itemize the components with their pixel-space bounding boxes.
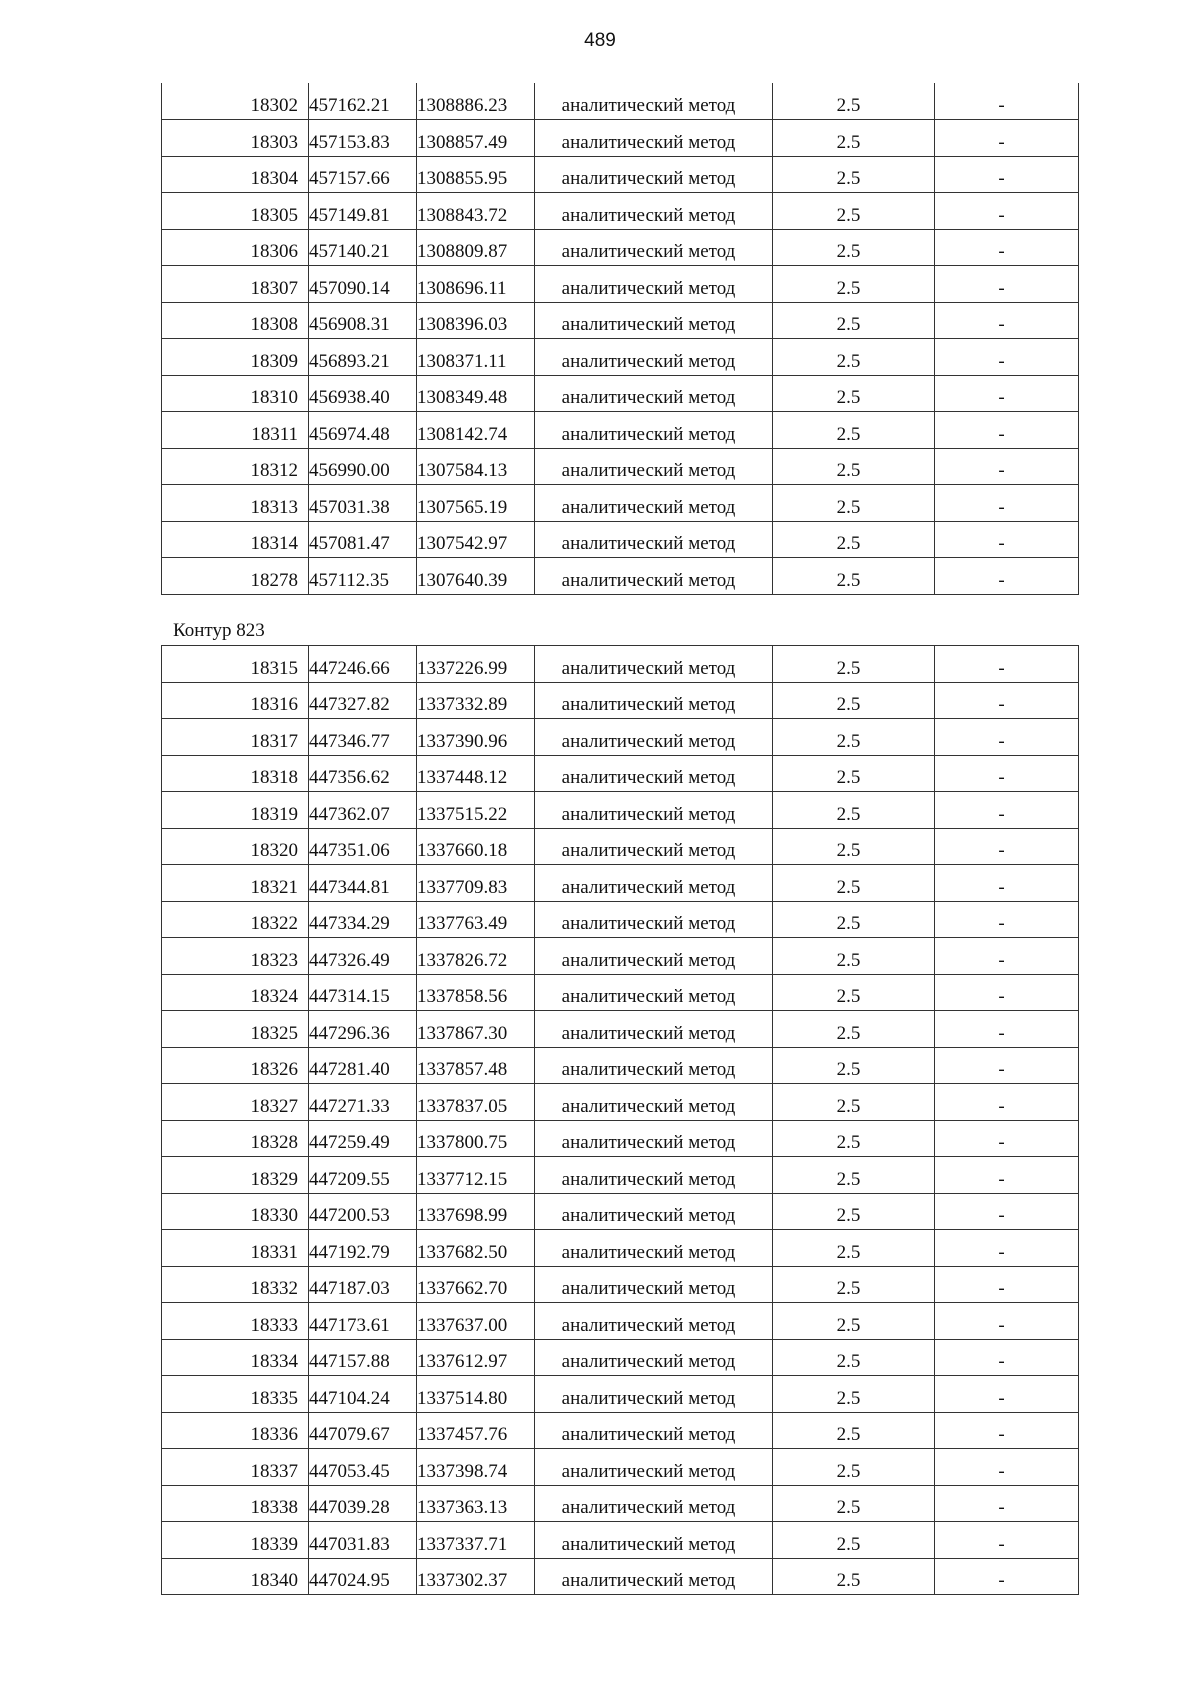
point-number-cell: 18326 (162, 1047, 309, 1084)
point-number-cell: 18334 (162, 1339, 309, 1376)
method-cell: аналитический метод (535, 1230, 773, 1267)
table-row (162, 193, 1079, 230)
table-row (162, 1522, 1079, 1559)
y-coordinate-cell: 1337712.15 (417, 1157, 535, 1194)
description-cell: - (935, 1522, 1079, 1559)
accuracy-cell: 2.5 (773, 1120, 935, 1157)
x-coordinate-cell: 447157.88 (309, 1339, 417, 1376)
accuracy-cell: 2.5 (773, 828, 935, 865)
description-cell: - (935, 1230, 1079, 1267)
point-number-cell: 18332 (162, 1266, 309, 1303)
method-cell: аналитический метод (535, 1193, 773, 1230)
y-coordinate-cell: 1308843.72 (417, 193, 535, 230)
description-cell: - (935, 1157, 1079, 1194)
description-cell: - (935, 719, 1079, 756)
y-coordinate-cell: 1308371.11 (417, 339, 535, 376)
x-coordinate-cell: 447327.82 (309, 682, 417, 719)
x-coordinate-cell: 456990.00 (309, 448, 417, 485)
point-number-cell: 18333 (162, 1303, 309, 1340)
method-cell: аналитический метод (535, 828, 773, 865)
point-number-cell: 18340 (162, 1558, 309, 1595)
description-cell: - (935, 156, 1079, 193)
x-coordinate-cell: 447314.15 (309, 974, 417, 1011)
description-cell: - (935, 1558, 1079, 1595)
method-cell: аналитический метод (535, 375, 773, 412)
x-coordinate-cell: 457112.35 (309, 558, 417, 595)
y-coordinate-cell: 1308349.48 (417, 375, 535, 412)
point-number-cell: 18324 (162, 974, 309, 1011)
method-cell: аналитический метод (535, 412, 773, 449)
x-coordinate-cell: 447200.53 (309, 1193, 417, 1230)
table-row (162, 682, 1079, 719)
accuracy-cell: 2.5 (773, 1230, 935, 1267)
x-coordinate-cell: 456938.40 (309, 375, 417, 412)
x-coordinate-cell: 447031.83 (309, 1522, 417, 1559)
description-cell: - (935, 120, 1079, 157)
accuracy-cell: 2.5 (773, 1303, 935, 1340)
method-cell: аналитический метод (535, 1339, 773, 1376)
description-cell: - (935, 828, 1079, 865)
accuracy-cell: 2.5 (773, 1558, 935, 1595)
point-number-cell: 18323 (162, 938, 309, 975)
description-cell: - (935, 412, 1079, 449)
method-cell: аналитический метод (535, 156, 773, 193)
x-coordinate-cell: 447334.29 (309, 901, 417, 938)
x-coordinate-cell: 457157.66 (309, 156, 417, 193)
table-row (162, 412, 1079, 449)
point-number-cell: 18322 (162, 901, 309, 938)
description-cell: - (935, 974, 1079, 1011)
method-cell: аналитический метод (535, 719, 773, 756)
x-coordinate-cell: 456974.48 (309, 412, 417, 449)
accuracy-cell: 2.5 (773, 755, 935, 792)
y-coordinate-cell: 1307542.97 (417, 521, 535, 558)
method-cell: аналитический метод (535, 193, 773, 230)
description-cell: - (935, 1449, 1079, 1486)
x-coordinate-cell: 447079.67 (309, 1412, 417, 1449)
x-coordinate-cell: 447187.03 (309, 1266, 417, 1303)
point-number-cell: 18312 (162, 448, 309, 485)
method-cell: аналитический метод (535, 1485, 773, 1522)
method-cell: аналитический метод (535, 485, 773, 522)
table-row (162, 558, 1079, 595)
y-coordinate-cell: 1337363.13 (417, 1485, 535, 1522)
x-coordinate-cell: 457140.21 (309, 229, 417, 266)
point-number-cell: 18321 (162, 865, 309, 902)
x-coordinate-cell: 456908.31 (309, 302, 417, 339)
point-number-cell: 18327 (162, 1084, 309, 1121)
x-coordinate-cell: 447192.79 (309, 1230, 417, 1267)
table-row (162, 1376, 1079, 1413)
y-coordinate-cell: 1337857.48 (417, 1047, 535, 1084)
table-row (162, 1084, 1079, 1121)
description-cell: - (935, 1266, 1079, 1303)
y-coordinate-cell: 1337763.49 (417, 901, 535, 938)
x-coordinate-cell: 447351.06 (309, 828, 417, 865)
accuracy-cell: 2.5 (773, 156, 935, 193)
description-cell: - (935, 229, 1079, 266)
y-coordinate-cell: 1337448.12 (417, 755, 535, 792)
method-cell: аналитический метод (535, 266, 773, 303)
table-row (162, 1412, 1079, 1449)
y-coordinate-cell: 1337514.80 (417, 1376, 535, 1413)
method-cell: аналитический метод (535, 1412, 773, 1449)
y-coordinate-cell: 1308855.95 (417, 156, 535, 193)
y-coordinate-cell: 1337398.74 (417, 1449, 535, 1486)
x-coordinate-cell: 447259.49 (309, 1120, 417, 1157)
point-number-cell: 18306 (162, 229, 309, 266)
point-number-cell: 18330 (162, 1193, 309, 1230)
description-cell: - (935, 938, 1079, 975)
accuracy-cell: 2.5 (773, 719, 935, 756)
accuracy-cell: 2.5 (773, 266, 935, 303)
y-coordinate-cell: 1337302.37 (417, 1558, 535, 1595)
accuracy-cell: 2.5 (773, 1011, 935, 1048)
method-cell: аналитический метод (535, 1558, 773, 1595)
contour-label: Контур 823 (173, 620, 265, 641)
x-coordinate-cell: 457149.81 (309, 193, 417, 230)
point-number-cell: 18309 (162, 339, 309, 376)
accuracy-cell: 2.5 (773, 1266, 935, 1303)
accuracy-cell: 2.5 (773, 682, 935, 719)
table-row (162, 1558, 1079, 1595)
method-cell: аналитический метод (535, 1047, 773, 1084)
method-cell: аналитический метод (535, 682, 773, 719)
y-coordinate-cell: 1337800.75 (417, 1120, 535, 1157)
x-coordinate-cell: 457031.38 (309, 485, 417, 522)
accuracy-cell: 2.5 (773, 1339, 935, 1376)
description-cell: - (935, 792, 1079, 829)
y-coordinate-cell: 1337662.70 (417, 1266, 535, 1303)
x-coordinate-cell: 447346.77 (309, 719, 417, 756)
y-coordinate-cell: 1337837.05 (417, 1084, 535, 1121)
x-coordinate-cell: 457153.83 (309, 120, 417, 157)
accuracy-cell: 2.5 (773, 901, 935, 938)
table-row (162, 1011, 1079, 1048)
table-row (162, 229, 1079, 266)
point-number-cell: 18313 (162, 485, 309, 522)
y-coordinate-cell: 1308886.23 (417, 83, 535, 120)
accuracy-cell: 2.5 (773, 1157, 935, 1194)
method-cell: аналитический метод (535, 1120, 773, 1157)
x-coordinate-cell: 447281.40 (309, 1047, 417, 1084)
accuracy-cell: 2.5 (773, 938, 935, 975)
accuracy-cell: 2.5 (773, 485, 935, 522)
x-coordinate-cell: 447209.55 (309, 1157, 417, 1194)
y-coordinate-cell: 1337390.96 (417, 719, 535, 756)
accuracy-cell: 2.5 (773, 974, 935, 1011)
table-row (162, 1449, 1079, 1486)
accuracy-cell: 2.5 (773, 229, 935, 266)
point-number-cell: 18308 (162, 302, 309, 339)
description-cell: - (935, 1339, 1079, 1376)
description-cell: - (935, 1047, 1079, 1084)
x-coordinate-cell: 447039.28 (309, 1485, 417, 1522)
description-cell: - (935, 521, 1079, 558)
method-cell: аналитический метод (535, 521, 773, 558)
y-coordinate-cell: 1337457.76 (417, 1412, 535, 1449)
description-cell: - (935, 83, 1079, 120)
y-coordinate-cell: 1337612.97 (417, 1339, 535, 1376)
description-cell: - (935, 1485, 1079, 1522)
method-cell: аналитический метод (535, 1376, 773, 1413)
table-row (162, 1157, 1079, 1194)
table-row (162, 120, 1079, 157)
point-number-cell: 18307 (162, 266, 309, 303)
method-cell: аналитический метод (535, 448, 773, 485)
x-coordinate-cell: 447024.95 (309, 1558, 417, 1595)
table-row (162, 1339, 1079, 1376)
x-coordinate-cell: 447326.49 (309, 938, 417, 975)
method-cell: аналитический метод (535, 1157, 773, 1194)
point-number-cell: 18336 (162, 1412, 309, 1449)
table-row (162, 792, 1079, 829)
table-row (162, 1485, 1079, 1522)
description-cell: - (935, 755, 1079, 792)
method-cell: аналитический метод (535, 339, 773, 376)
description-cell: - (935, 193, 1079, 230)
table-row (162, 719, 1079, 756)
description-cell: - (935, 375, 1079, 412)
accuracy-cell: 2.5 (773, 521, 935, 558)
description-cell: - (935, 1120, 1079, 1157)
accuracy-cell: 2.5 (773, 412, 935, 449)
description-cell: - (935, 682, 1079, 719)
method-cell: аналитический метод (535, 302, 773, 339)
point-number-cell: 18310 (162, 375, 309, 412)
point-number-cell: 18329 (162, 1157, 309, 1194)
y-coordinate-cell: 1308396.03 (417, 302, 535, 339)
method-cell: аналитический метод (535, 83, 773, 120)
method-cell: аналитический метод (535, 229, 773, 266)
x-coordinate-cell: 457162.21 (309, 83, 417, 120)
accuracy-cell: 2.5 (773, 1047, 935, 1084)
description-cell: - (935, 646, 1079, 683)
coordinates-table-1 (161, 83, 1079, 595)
accuracy-cell: 2.5 (773, 193, 935, 230)
accuracy-cell: 2.5 (773, 339, 935, 376)
y-coordinate-cell: 1308142.74 (417, 412, 535, 449)
accuracy-cell: 2.5 (773, 83, 935, 120)
point-number-cell: 18337 (162, 1449, 309, 1486)
table-row (162, 938, 1079, 975)
description-cell: - (935, 485, 1079, 522)
y-coordinate-cell: 1308696.11 (417, 266, 535, 303)
x-coordinate-cell: 447173.61 (309, 1303, 417, 1340)
x-coordinate-cell: 447271.33 (309, 1084, 417, 1121)
point-number-cell: 18305 (162, 193, 309, 230)
point-number-cell: 18304 (162, 156, 309, 193)
x-coordinate-cell: 447362.07 (309, 792, 417, 829)
accuracy-cell: 2.5 (773, 792, 935, 829)
y-coordinate-cell: 1337660.18 (417, 828, 535, 865)
method-cell: аналитический метод (535, 1011, 773, 1048)
y-coordinate-cell: 1308809.87 (417, 229, 535, 266)
point-number-cell: 18302 (162, 83, 309, 120)
method-cell: аналитический метод (535, 120, 773, 157)
point-number-cell: 18311 (162, 412, 309, 449)
y-coordinate-cell: 1337698.99 (417, 1193, 535, 1230)
y-coordinate-cell: 1337826.72 (417, 938, 535, 975)
description-cell: - (935, 339, 1079, 376)
page-number: 489 (584, 30, 616, 51)
description-cell: - (935, 1303, 1079, 1340)
point-number-cell: 18339 (162, 1522, 309, 1559)
x-coordinate-cell: 457090.14 (309, 266, 417, 303)
table-row (162, 521, 1079, 558)
description-cell: - (935, 266, 1079, 303)
y-coordinate-cell: 1307584.13 (417, 448, 535, 485)
point-number-cell: 18325 (162, 1011, 309, 1048)
x-coordinate-cell: 456893.21 (309, 339, 417, 376)
description-cell: - (935, 865, 1079, 902)
point-number-cell: 18328 (162, 1120, 309, 1157)
accuracy-cell: 2.5 (773, 120, 935, 157)
method-cell: аналитический метод (535, 865, 773, 902)
table-row (162, 83, 1079, 120)
table-row (162, 1193, 1079, 1230)
accuracy-cell: 2.5 (773, 1485, 935, 1522)
point-number-cell: 18338 (162, 1485, 309, 1522)
method-cell: аналитический метод (535, 646, 773, 683)
accuracy-cell: 2.5 (773, 1376, 935, 1413)
point-number-cell: 18320 (162, 828, 309, 865)
method-cell: аналитический метод (535, 792, 773, 829)
point-number-cell: 18303 (162, 120, 309, 157)
accuracy-cell: 2.5 (773, 1193, 935, 1230)
description-cell: - (935, 1084, 1079, 1121)
description-cell: - (935, 1412, 1079, 1449)
table-row (162, 974, 1079, 1011)
table-row (162, 156, 1079, 193)
table-row (162, 828, 1079, 865)
method-cell: аналитический метод (535, 1266, 773, 1303)
description-cell: - (935, 302, 1079, 339)
description-cell: - (935, 1193, 1079, 1230)
accuracy-cell: 2.5 (773, 375, 935, 412)
table-row (162, 485, 1079, 522)
point-number-cell: 18316 (162, 682, 309, 719)
y-coordinate-cell: 1307565.19 (417, 485, 535, 522)
x-coordinate-cell: 447344.81 (309, 865, 417, 902)
y-coordinate-cell: 1337337.71 (417, 1522, 535, 1559)
y-coordinate-cell: 1337515.22 (417, 792, 535, 829)
method-cell: аналитический метод (535, 558, 773, 595)
y-coordinate-cell: 1337682.50 (417, 1230, 535, 1267)
y-coordinate-cell: 1337226.99 (417, 646, 535, 683)
description-cell: - (935, 448, 1079, 485)
point-number-cell: 18278 (162, 558, 309, 595)
table-row (162, 339, 1079, 376)
table-row (162, 266, 1079, 303)
method-cell: аналитический метод (535, 974, 773, 1011)
description-cell: - (935, 558, 1079, 595)
accuracy-cell: 2.5 (773, 1522, 935, 1559)
method-cell: аналитический метод (535, 1084, 773, 1121)
point-number-cell: 18314 (162, 521, 309, 558)
accuracy-cell: 2.5 (773, 646, 935, 683)
y-coordinate-cell: 1308857.49 (417, 120, 535, 157)
x-coordinate-cell: 447296.36 (309, 1011, 417, 1048)
table-row (162, 375, 1079, 412)
method-cell: аналитический метод (535, 1449, 773, 1486)
table-row (162, 1120, 1079, 1157)
x-coordinate-cell: 457081.47 (309, 521, 417, 558)
accuracy-cell: 2.5 (773, 1412, 935, 1449)
y-coordinate-cell: 1337332.89 (417, 682, 535, 719)
table-row (162, 646, 1079, 683)
table-row (162, 901, 1079, 938)
y-coordinate-cell: 1307640.39 (417, 558, 535, 595)
table-row (162, 865, 1079, 902)
point-number-cell: 18317 (162, 719, 309, 756)
accuracy-cell: 2.5 (773, 302, 935, 339)
point-number-cell: 18331 (162, 1230, 309, 1267)
description-cell: - (935, 1376, 1079, 1413)
point-number-cell: 18315 (162, 646, 309, 683)
method-cell: аналитический метод (535, 1303, 773, 1340)
x-coordinate-cell: 447356.62 (309, 755, 417, 792)
y-coordinate-cell: 1337709.83 (417, 865, 535, 902)
point-number-cell: 18335 (162, 1376, 309, 1413)
y-coordinate-cell: 1337637.00 (417, 1303, 535, 1340)
accuracy-cell: 2.5 (773, 448, 935, 485)
y-coordinate-cell: 1337867.30 (417, 1011, 535, 1048)
accuracy-cell: 2.5 (773, 865, 935, 902)
accuracy-cell: 2.5 (773, 558, 935, 595)
table-row (162, 1266, 1079, 1303)
accuracy-cell: 2.5 (773, 1084, 935, 1121)
accuracy-cell: 2.5 (773, 1449, 935, 1486)
method-cell: аналитический метод (535, 938, 773, 975)
method-cell: аналитический метод (535, 1522, 773, 1559)
table-row (162, 1047, 1079, 1084)
table-row (162, 448, 1079, 485)
y-coordinate-cell: 1337858.56 (417, 974, 535, 1011)
table-row (162, 302, 1079, 339)
table-row (162, 755, 1079, 792)
x-coordinate-cell: 447246.66 (309, 646, 417, 683)
table-row (162, 1303, 1079, 1340)
coordinates-table-2 (161, 645, 1079, 1595)
description-cell: - (935, 1011, 1079, 1048)
method-cell: аналитический метод (535, 755, 773, 792)
point-number-cell: 18319 (162, 792, 309, 829)
x-coordinate-cell: 447053.45 (309, 1449, 417, 1486)
point-number-cell: 18318 (162, 755, 309, 792)
x-coordinate-cell: 447104.24 (309, 1376, 417, 1413)
table-row (162, 1230, 1079, 1267)
description-cell: - (935, 901, 1079, 938)
method-cell: аналитический метод (535, 901, 773, 938)
